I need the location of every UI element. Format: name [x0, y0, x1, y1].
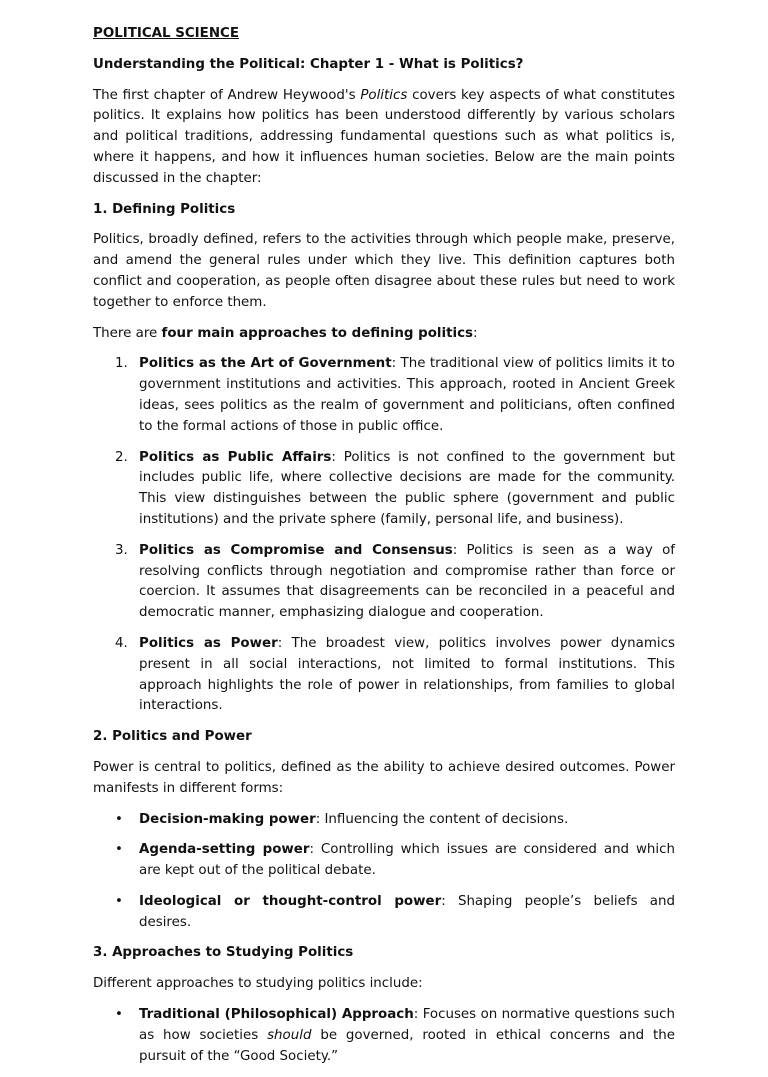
document-page: [93, 24, 675, 1077]
section-heading-defining-politics: 1. Defining Politics: [93, 201, 236, 217]
list-item: 2. Politics as Public Affairs: Politics is not confined to the government but includes public life, where collective decisions are made for the community. This view distinguishes between the public sphere (government and public institutions) and the private sphere (family, personal life, and business).: [115, 449, 676, 527]
bullet-icon: •: [115, 893, 123, 909]
intro-paragraph: [93, 86, 675, 190]
approaches-intro: There are four main approaches to defining politics:: [93, 325, 478, 341]
intro-text-pre: The first chapter of Andrew Heywood's: [93, 87, 361, 103]
list-number: 4.: [115, 635, 128, 651]
list-item: • Ideological or thought-control power: Shaping people’s beliefs and desires.: [115, 893, 675, 930]
list-item: • Agenda-setting power: Controlling which issues are considered and which are kept out of the political debate.: [115, 842, 675, 879]
defining-politics-paragraph: Politics, broadly defined, refers to the activities through which people make, preserve, and amend the general rules under which they live. This definition captures both conflict and cooperation, as people often disagree about these rules but need to work together to enforce them.: [93, 232, 675, 310]
intro-text-post: covers key aspects of what constitutes politics. It explains how politics has been understood differently by various scholars and political traditions, addressing fundamental questions such as what politics is, where it happens, and how it influences human societies. Below are the main points discussed in the chapter:: [93, 87, 675, 186]
list-item: • Decision-making power: Influencing the content of decisions.: [93, 810, 675, 831]
approaches-list: [93, 354, 675, 717]
document-title: POLITICAL SCIENCE: [93, 26, 239, 41]
list-item: 1. Politics as the Art of Government: The traditional view of politics limits it to government institutions and activities. This approach, rooted in Ancient Greek ideas, sees politics as the realm of government and politicians, often confined to the formal actions of those in public office.: [115, 356, 675, 434]
bullet-icon: •: [115, 1007, 123, 1023]
list-item: 4. Politics as Power: The broadest view, politics involves power dynamics present in all social interactions, not limited to formal institutions. This approach highlights the role of power in relationships, from families to global interactions.: [115, 635, 675, 714]
list-item: 3. Politics as Compromise and Consensus: Politics is seen as a way of resolving conflicts through negotiation and compromise rather than force or coercion. It assumes that disagreements can be reconciled in a peaceful and democratic manner, emphasizing dialogue and cooperation.: [115, 542, 675, 621]
section-heading-approaches-to-studying: 3. Approaches to Studying Politics: [93, 945, 354, 961]
studying-paragraph: Different approaches to studying politics include:: [93, 976, 423, 992]
list-number: 1.: [115, 356, 128, 372]
book-title: Politics: [360, 87, 408, 103]
study-approaches-list: [93, 1005, 675, 1067]
power-forms-list: [93, 810, 675, 934]
power-paragraph: Power is central to politics, defined as the ability to achieve desired outcomes. Power manifests in different forms:: [93, 759, 675, 796]
list-item: • Traditional (Philosophical) Approach: Focuses on normative questions such as how societies should be governed, rooted in ethical concerns and the pursuit of the “Good Society.”: [115, 1007, 676, 1064]
list-number: 2.: [115, 449, 128, 465]
list-number: 3.: [115, 542, 128, 558]
bullet-icon: •: [115, 811, 123, 827]
chapter-subtitle: Understanding the Political: Chapter 1 - What is Politics?: [93, 56, 524, 72]
bullet-icon: •: [115, 842, 123, 858]
section-heading-politics-and-power: 2. Politics and Power: [93, 729, 252, 745]
